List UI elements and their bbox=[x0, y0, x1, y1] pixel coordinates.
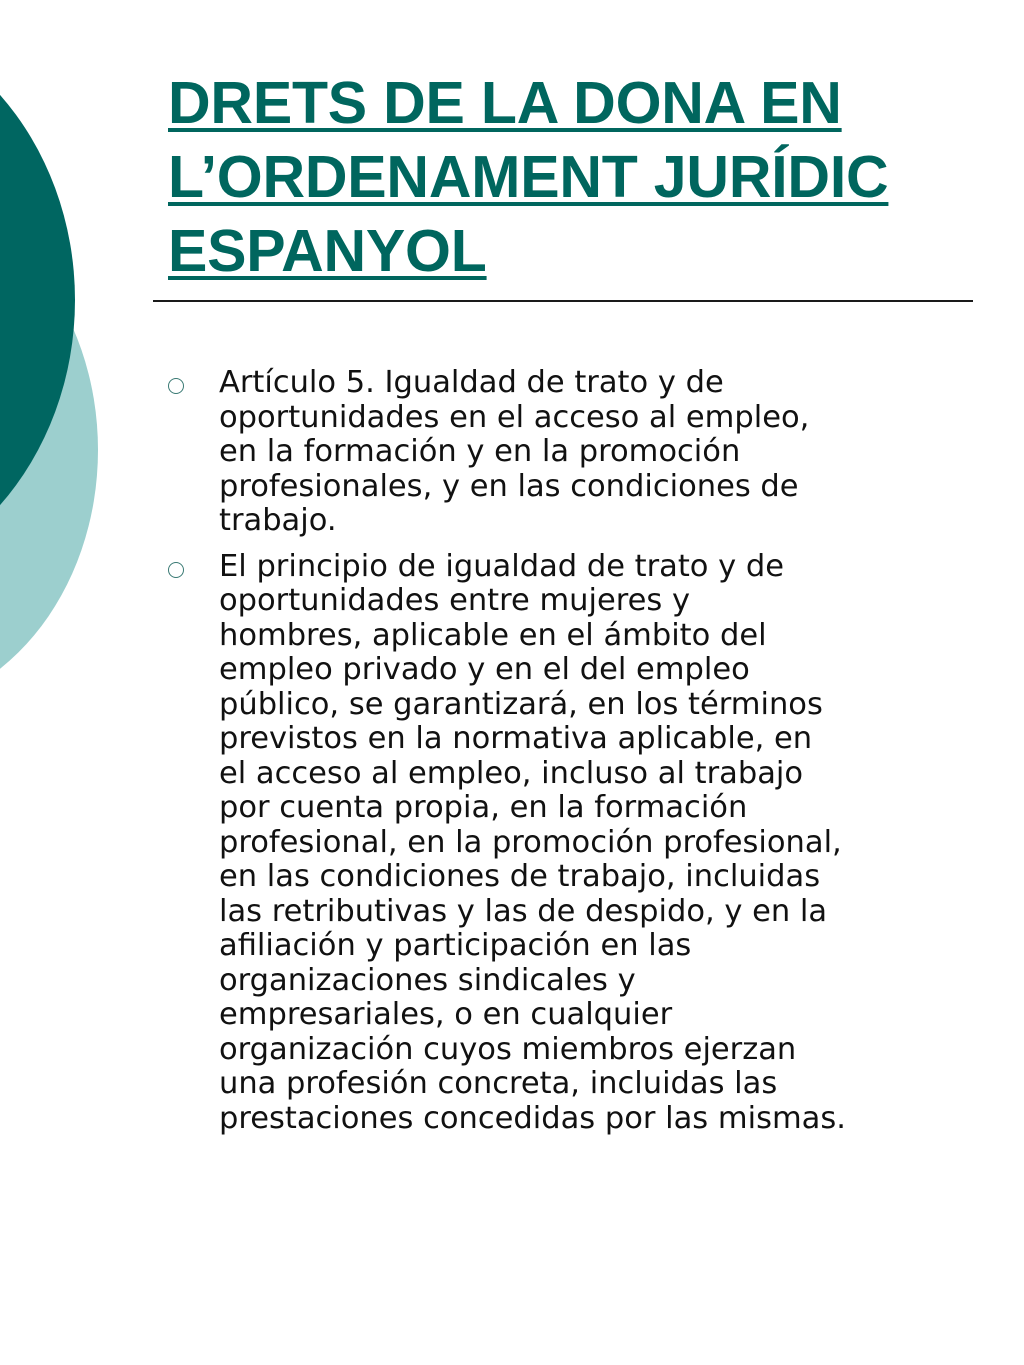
text-line: en las condiciones de trabajo, incluidas bbox=[219, 859, 821, 894]
text-line: prestaciones concedidas por las mismas. bbox=[219, 1100, 846, 1136]
title-line: ESPANYOL bbox=[168, 218, 487, 284]
bullet-item-principle bbox=[168, 550, 968, 1137]
text-line: hombres, aplicable en el ámbito del bbox=[219, 617, 767, 653]
hollow-circle-bullet-icon bbox=[168, 562, 184, 578]
text-line: oportunidades entre mujeres y bbox=[219, 583, 691, 618]
slide-title bbox=[168, 66, 988, 288]
text-line: el acceso al empleo, incluso al trabajo bbox=[219, 755, 804, 791]
text-line: organización cuyos miembros ejerzan bbox=[219, 1031, 797, 1067]
bullet-text bbox=[219, 550, 968, 1137]
title-line: L’ORDENAMENT JURÍDIC bbox=[168, 144, 889, 210]
text-line: organizaciones sindicales y bbox=[219, 962, 636, 998]
title-divider bbox=[153, 300, 973, 302]
title-line: DRETS DE LA DONA EN bbox=[168, 70, 842, 136]
decorative-teal-shapes bbox=[0, 0, 120, 760]
text-line: por cuenta propia, en la formación bbox=[219, 790, 748, 825]
text-line: Artículo 5. Igualdad de trato y de bbox=[219, 365, 724, 400]
bullet-list bbox=[168, 366, 968, 1147]
text-line: en la formación y en la promoción bbox=[219, 434, 741, 469]
text-line: profesional, en la promoción profesional, bbox=[219, 824, 842, 860]
text-line: afiliación y participación en las bbox=[219, 928, 692, 963]
text-line: trabajo. bbox=[219, 503, 337, 538]
text-line: las retributivas y las de despido, y en la bbox=[219, 893, 828, 929]
text-line: oportunidades en el acceso al empleo, bbox=[219, 399, 810, 435]
text-line: profesionales, y en las condiciones de bbox=[219, 468, 799, 504]
bullet-text bbox=[219, 366, 968, 539]
text-line: empresariales, o en cualquier bbox=[219, 997, 673, 1032]
text-line: previstos en la normativa aplicable, en bbox=[219, 721, 813, 756]
text-line: El principio de igualdad de trato y de bbox=[219, 548, 785, 584]
bullet-item-article-5 bbox=[168, 366, 968, 539]
text-line: una profesión concreta, incluidas las bbox=[219, 1066, 778, 1101]
hollow-circle-bullet-icon bbox=[168, 378, 184, 394]
text-line: empleo privado y en el del empleo bbox=[219, 652, 750, 687]
text-line: público, se garantizará, en los términos bbox=[219, 686, 823, 722]
